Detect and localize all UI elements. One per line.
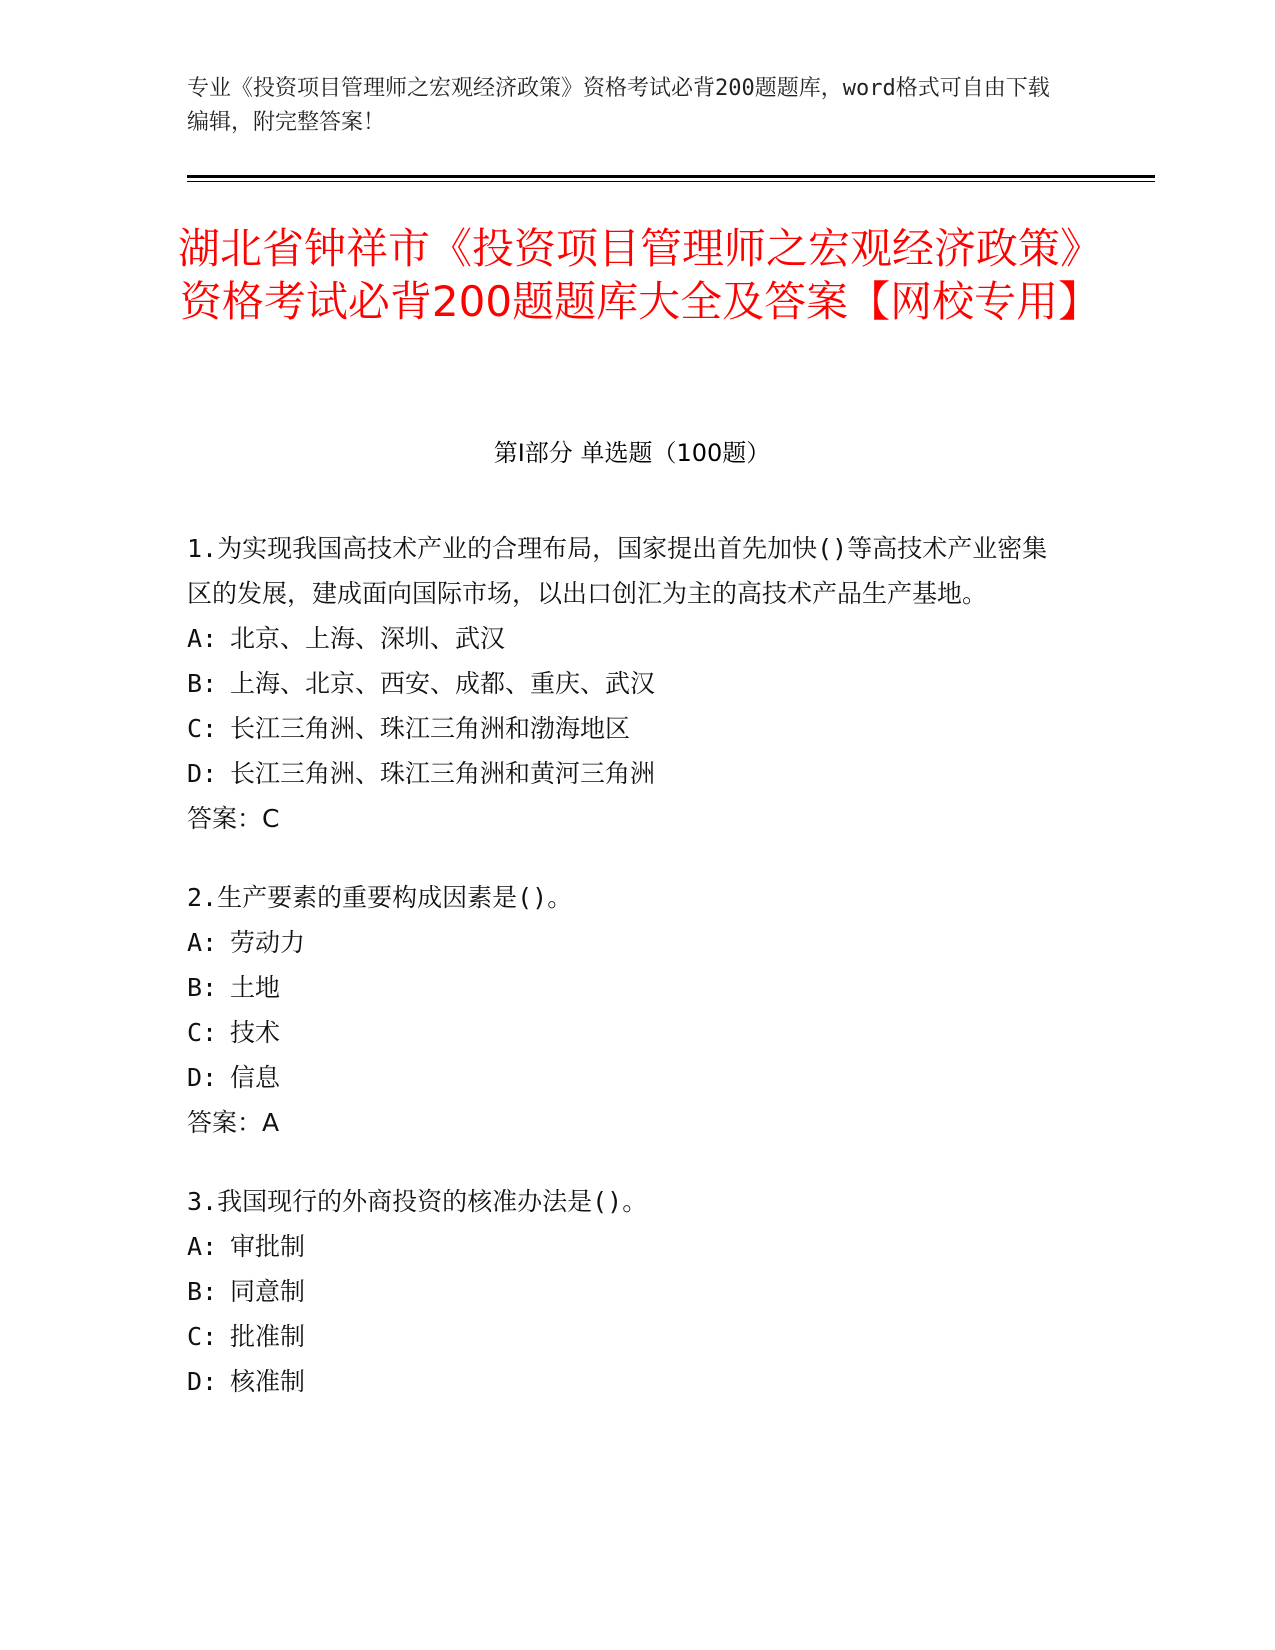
option-text: 审批制 (230, 1232, 306, 1261)
option-text: 北京、上海、深圳、武汉 (230, 624, 506, 653)
header-divider-thick (187, 175, 1155, 178)
option-b (187, 965, 1067, 1010)
option-d (187, 1359, 1067, 1404)
question-stem: 2.生产要素的重要构成因素是()。 (187, 883, 573, 912)
header-divider-thin (187, 181, 1155, 182)
document-title: 湖北省钟祥市《投资项目管理师之宏观经济政策》资格考试必背200题题库大全及答案【网校专用】 (177, 224, 1102, 326)
option-label: B: (187, 669, 218, 698)
header-note: 专业《投资项目管理师之宏观经济政策》资格考试必背200题题库，word格式可自由下载编辑，附完整答案！ (187, 76, 1050, 135)
option-text: 上海、北京、西安、成都、重庆、武汉 (230, 669, 656, 698)
option-c (187, 706, 1067, 751)
section-title: 第Ⅰ部分 单选题（100题） (493, 439, 771, 467)
option-label: C: (187, 714, 218, 743)
option-a (187, 616, 1067, 661)
option-text: 同意制 (230, 1277, 306, 1306)
question-item-1 (187, 526, 1067, 841)
option-label: D: (187, 1063, 218, 1092)
answer-line: 答案：A (187, 1108, 280, 1137)
option-b (187, 1269, 1067, 1314)
option-label: A: (187, 928, 218, 957)
option-label: B: (187, 1277, 218, 1306)
option-label: A: (187, 624, 218, 653)
option-d (187, 1055, 1067, 1100)
option-text: 技术 (230, 1018, 281, 1047)
answer-line: 答案：C (187, 804, 280, 833)
option-c (187, 1314, 1067, 1359)
option-label: A: (187, 1232, 218, 1261)
option-text: 信息 (230, 1063, 281, 1092)
question-stem: 1.为实现我国高技术产业的合理布局，国家提出首先加快()等高技术产业密集区的发展，建成面向国际市场，以出口创汇为主的高技术产品生产基地。 (187, 534, 1048, 608)
question-list (187, 526, 1067, 1438)
option-text: 长江三角洲、珠江三角洲和黄河三角洲 (230, 759, 656, 788)
option-label: C: (187, 1322, 218, 1351)
question-item-2 (187, 875, 1067, 1145)
option-c (187, 1010, 1067, 1055)
option-text: 土地 (230, 973, 281, 1002)
option-label: D: (187, 1367, 218, 1396)
option-label: B: (187, 973, 218, 1002)
option-b (187, 661, 1067, 706)
option-label: D: (187, 759, 218, 788)
option-text: 批准制 (230, 1322, 306, 1351)
question-item-3 (187, 1179, 1067, 1404)
option-label: C: (187, 1018, 218, 1047)
option-text: 劳动力 (230, 928, 306, 957)
option-text: 长江三角洲、珠江三角洲和渤海地区 (230, 714, 631, 743)
option-text: 核准制 (230, 1367, 306, 1396)
option-a (187, 920, 1067, 965)
option-d (187, 751, 1067, 796)
question-stem: 3.我国现行的外商投资的核准办法是()。 (187, 1187, 648, 1216)
option-a (187, 1224, 1067, 1269)
